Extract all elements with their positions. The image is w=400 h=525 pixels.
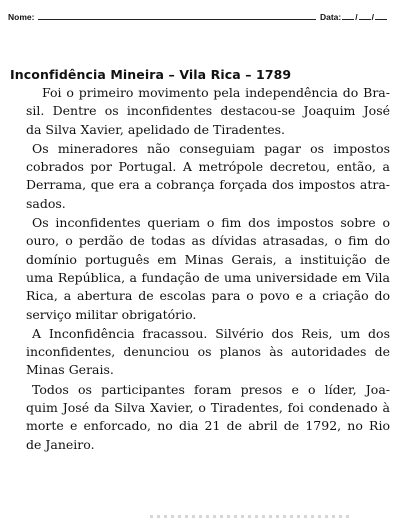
date-year-blank[interactable]	[375, 18, 387, 20]
paragraph-1	[10, 84, 390, 139]
text-line: domínio português em Minas Gerais, a instituição de	[26, 251, 390, 267]
document-body	[10, 66, 390, 454]
text-line: serviço militar obrigatório.	[26, 306, 197, 322]
text-line: ouro, o perdão de todas as dívidas atrasadas, o fim do	[26, 233, 390, 249]
date-label: Data:	[319, 12, 342, 22]
date-separator: /	[355, 12, 358, 22]
text-line: Foi o primeiro movimento pela independência do Bra-	[42, 85, 390, 100]
text-line: morte e enforcado, no dia 21 de abril de 1792, no Rio	[26, 418, 390, 434]
text-line: A Inconfidência fracassou. Silvério dos Reis, um dos	[32, 325, 390, 341]
date-separator: /	[371, 12, 374, 22]
text-line: quim José da Silva Xavier, o Tiradentes, foi condenado à	[26, 400, 390, 416]
date-month-blank[interactable]	[359, 18, 371, 20]
scan-artifact	[150, 515, 350, 518]
text-line: Minas Gerais.	[26, 362, 114, 378]
paragraph-3	[10, 214, 390, 324]
name-field[interactable]	[38, 18, 316, 20]
text-line: cobrados por Portugal. A metrópole decretou, então, a	[26, 159, 390, 175]
text-line: sil. Dentre os inconfidentes destacou-se Joaquim José	[26, 103, 390, 119]
text-line: de Janeiro.	[26, 436, 95, 452]
text-line: da Silva Xavier, apelidado de Tiradentes.	[26, 121, 286, 137]
text-line: Os mineradores não conseguiam pagar os impostos	[32, 140, 390, 156]
text-line: Todos os participantes foram presos e o líder, Joa-	[32, 381, 390, 397]
paragraph-5	[10, 381, 390, 454]
text-line: Rica, a abertura de escolas para o povo e a criação do	[26, 288, 390, 304]
text-line: Os inconfidentes queriam o fim dos impostos sobre o	[32, 215, 390, 231]
paragraph-2	[10, 140, 390, 213]
paragraph-4	[10, 325, 390, 380]
text-line: inconfidentes, denunciou os planos às autoridades de	[26, 344, 390, 360]
name-label: Nome:	[8, 12, 35, 22]
text-line: uma República, a fundação de uma universidade em Vila	[26, 269, 390, 285]
date-field[interactable]	[320, 12, 388, 22]
text-line: sados.	[26, 195, 66, 211]
text-line: Derrama, que era a cobrança forçada dos impostos atra-	[26, 177, 390, 193]
worksheet-header	[8, 8, 388, 22]
document-title: Inconfidência Mineira – Vila Rica – 1789	[10, 67, 292, 82]
date-day-blank[interactable]	[342, 18, 354, 20]
